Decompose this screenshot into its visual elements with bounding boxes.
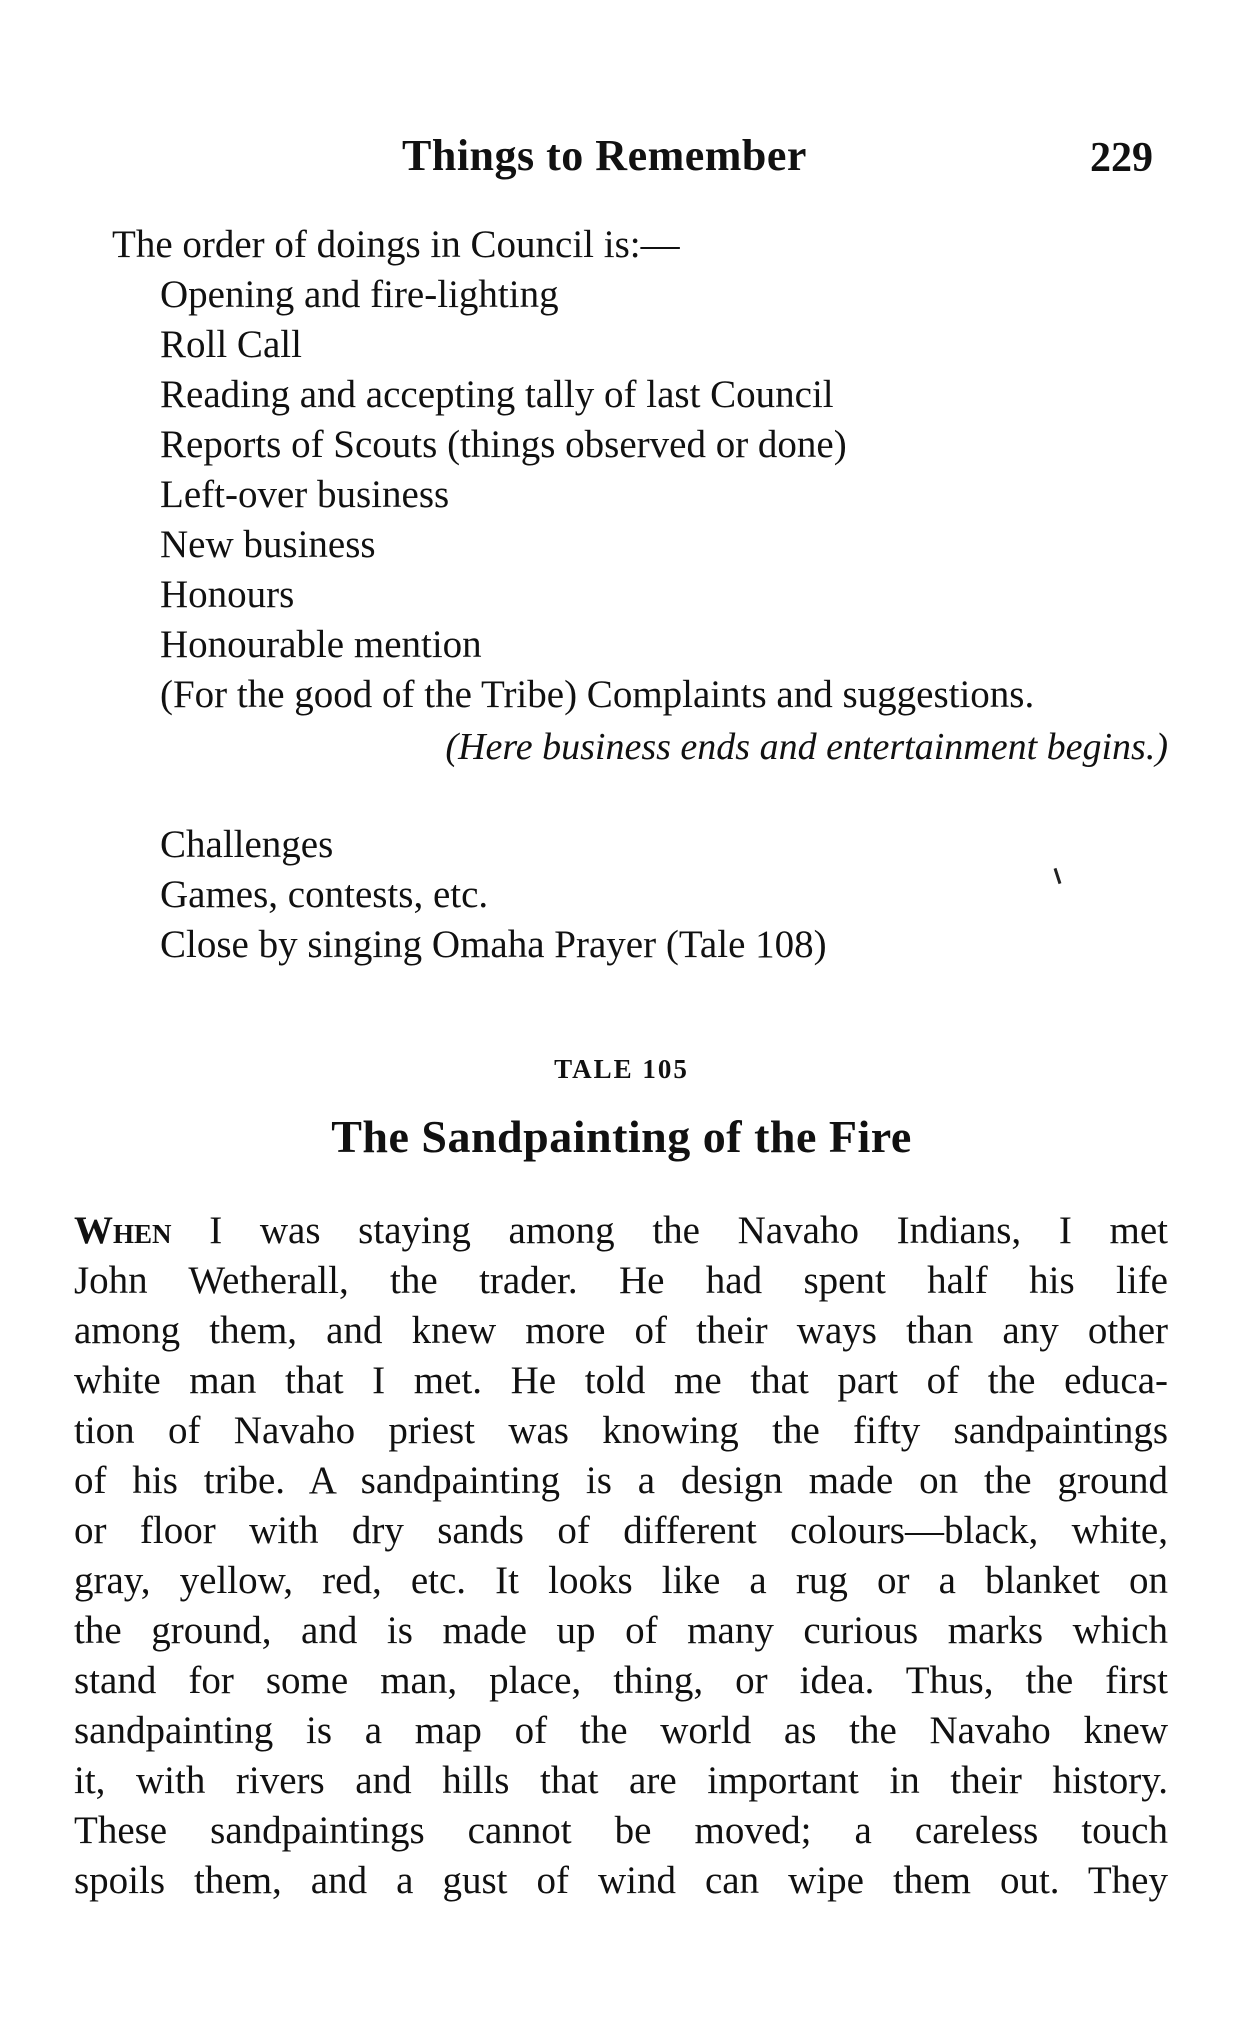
list-item: New business (160, 523, 376, 566)
running-title: Things to Remember (402, 131, 807, 180)
list-item: Reading and accepting tally of last Council (160, 373, 834, 416)
text-line: white man that I met. He told me that part of the educa- (74, 1359, 1168, 1402)
text-line: or floor with dry sands of different colours—black, white, (74, 1509, 1168, 1552)
tale-title: The Sandpainting of the Fire (331, 1111, 912, 1162)
list-item: Honourable mention (160, 623, 482, 666)
text-line: spoils them, and a gust of wind can wipe them out. They (74, 1859, 1168, 1902)
stray-ink-mark (1054, 868, 1062, 884)
list-item: Reports of Scouts (things observed or done) (160, 423, 847, 466)
drop-word: When (74, 1209, 172, 1252)
running-head (0, 130, 1243, 190)
text-line: These sandpaintings cannot be moved; a careless touch (74, 1809, 1168, 1852)
text-line: among them, and knew more of their ways than any other (74, 1309, 1168, 1352)
tale-body (74, 1206, 1168, 1906)
page-number: 229 (1090, 135, 1153, 181)
list-item: Honours (160, 573, 295, 616)
council-entertainment-list (160, 820, 827, 970)
text-line: John Wetherall, the trader. He had spent half his life (74, 1259, 1168, 1302)
list-item: Opening and fire-lighting (160, 273, 559, 316)
italic-aside: (Here business ends and entertainment begins.) (445, 726, 1168, 768)
text-line: gray, yellow, red, etc. It looks like a rug or a blanket on (74, 1559, 1168, 1602)
text-line: tion of Navaho priest was knowing the fifty sandpaintings (74, 1409, 1168, 1452)
list-item: Games, contests, etc. (160, 873, 489, 916)
list-item: Left-over business (160, 473, 450, 516)
list-item: Challenges (160, 823, 334, 866)
text-line: sandpainting is a map of the world as the Navaho knew (74, 1709, 1168, 1752)
council-intro: The order of doings in Council is:— (112, 223, 680, 266)
text-line: stand for some man, place, thing, or idea. Thus, the first (74, 1659, 1168, 1702)
list-item: (For the good of the Tribe) Complaints and suggestions. (160, 673, 1035, 716)
line-rest: I was staying among the Navaho Indians, I met (171, 1209, 1168, 1252)
council-order-list (160, 270, 1034, 720)
text-line (74, 1206, 1168, 1256)
text-line: of his tribe. A sandpainting is a design made on the ground (74, 1459, 1168, 1502)
tale-label: TALE 105 (554, 1054, 689, 1084)
text-line: the ground, and is made up of many curious marks which (74, 1609, 1168, 1652)
text-line: it, with rivers and hills that are important in their history. (74, 1759, 1168, 1802)
list-item: Close by singing Omaha Prayer (Tale 108) (160, 923, 827, 966)
list-item: Roll Call (160, 323, 302, 366)
